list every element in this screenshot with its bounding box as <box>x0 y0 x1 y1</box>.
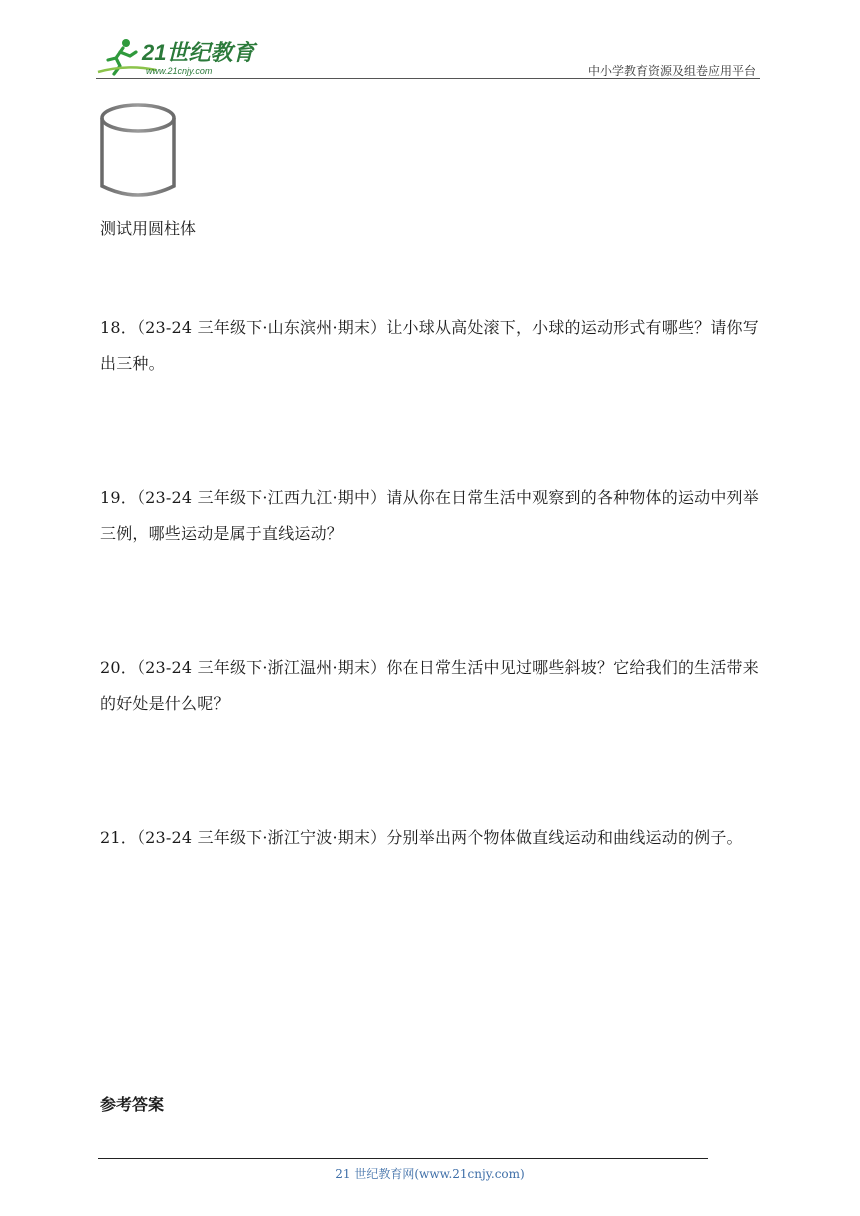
question-21: 21．（23-24 三年级下·浙江宁波·期末）分别举出两个物体做直线运动和曲线运动的例子。 <box>100 828 743 847</box>
question-19: 19．（23-24 三年级下·江西九江·期中）请从你在日常生活中观察到的各种物体的运动中列举三例，哪些运动是属于直线运动？ <box>100 488 759 543</box>
footer-divider <box>98 1158 708 1159</box>
answers-heading: 参考答案 <box>100 1095 165 1114</box>
cylinder-drawing <box>98 100 178 204</box>
question-20: 20．（23-24 三年级下·浙江温州·期末）你在日常生活中见过哪些斜坡？它给我们的生活带来的好处是什么呢？ <box>100 658 759 713</box>
logo-url: www.21cnjy.com <box>146 66 213 76</box>
footer-link[interactable]: 21 世纪教育网(www.21cnjy.com) <box>335 1167 525 1181</box>
header-divider <box>96 78 760 79</box>
logo-wordmark: 21世纪教育 <box>142 40 255 65</box>
question-18: 18．（23-24 三年级下·山东滨州·期末）让小球从高处滚下，小球的运动形式有哪些？请你写出三种。 <box>100 318 759 373</box>
site-tagline: 中小学教育资源及组卷应用平台 <box>587 64 756 78</box>
site-logo <box>96 34 261 78</box>
figure-caption: 测试用圆柱体 <box>100 219 197 238</box>
